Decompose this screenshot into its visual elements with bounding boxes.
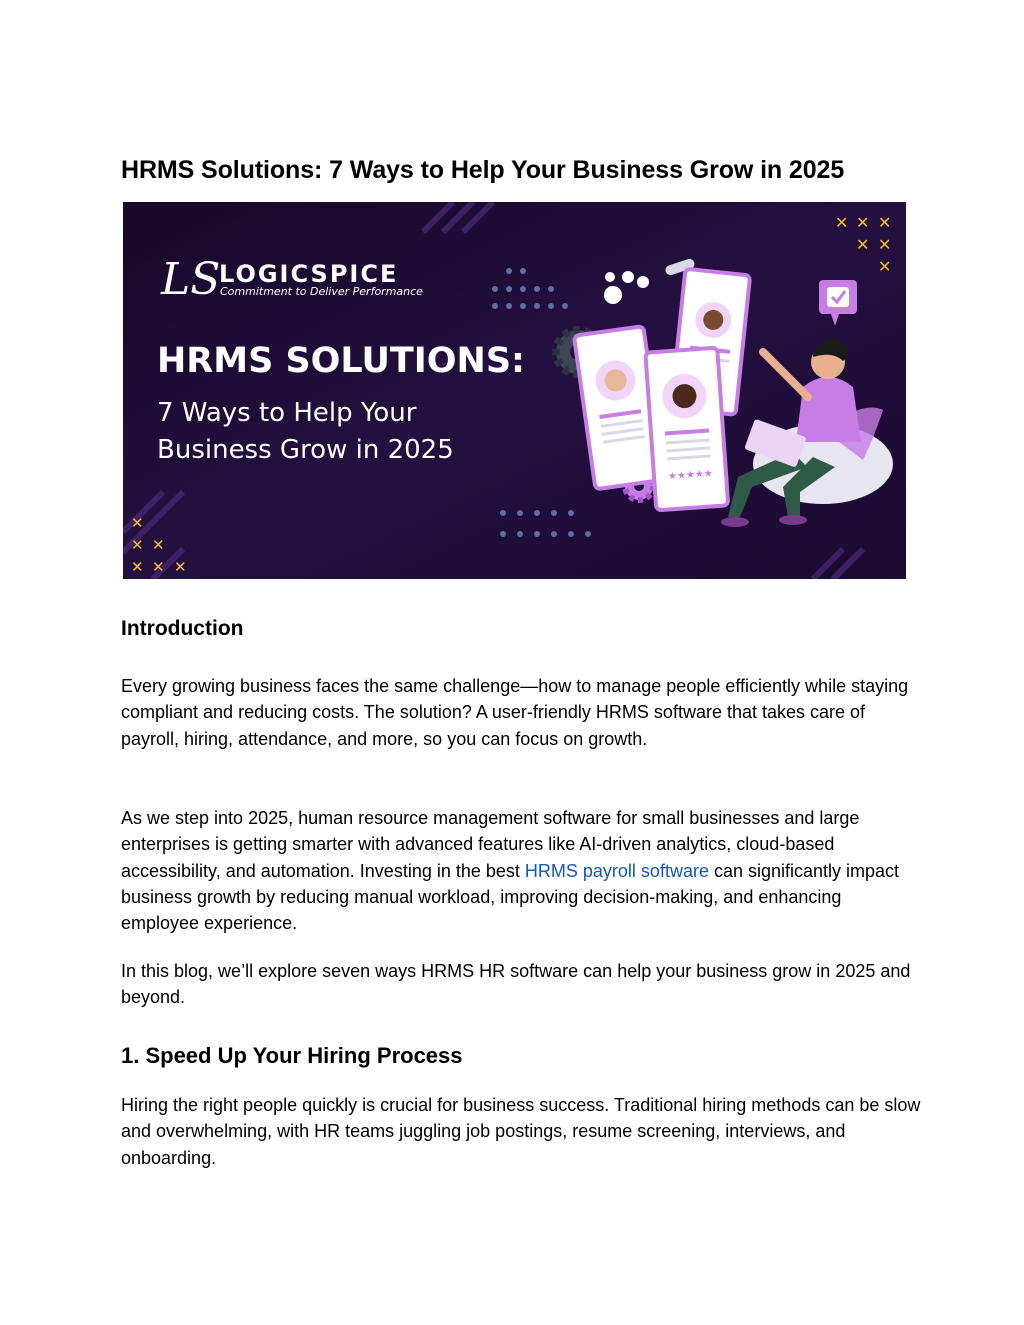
svg-text:✕: ✕ [174,558,187,576]
section-1-heading: 1. Speed Up Your Hiring Process [121,1043,463,1068]
brand-tagline: Commitment to Deliver Performance [220,285,423,298]
svg-text:✕: ✕ [131,514,144,532]
page-title: HRMS Solutions: 7 Ways to Help Your Business Grow in 2025 [121,156,845,184]
svg-text:✕: ✕ [878,257,892,276]
logicspice-logo [160,254,423,305]
banner-subheadline-line1: 7 Ways to Help Your [157,398,417,428]
intro-paragraph-2 [121,805,921,936]
svg-text:✕: ✕ [131,536,144,554]
profile-card [645,348,728,511]
svg-text:✕: ✕ [152,558,165,576]
svg-text:✕: ✕ [835,213,849,232]
intro-paragraph-3: In this blog, we’ll explore seven ways HRMS HR software can help your business grow in 2025 and beyond. [121,961,911,1008]
banner-headline: HRMS SOLUTIONS: [157,341,526,381]
svg-text:✕: ✕ [152,536,165,554]
svg-text:LS: LS [161,254,221,305]
svg-text:✕: ✕ [878,213,892,232]
svg-text:★★★★★: ★★★★★ [667,468,714,483]
banner-image [123,202,906,579]
hr-illustration [556,258,893,527]
section-1-paragraph: Hiring the right people quickly is crucial for business success. Traditional hiring methods can be slow and overwhelming, with HR teams juggling job postings, resume screening, interviews, and onboarding. [121,1095,921,1168]
svg-text:✕: ✕ [856,213,870,232]
brand-name: LOGICSPICE [219,260,399,288]
intro-paragraph-2-start: As we step into 2025, human resource management software for small businesses and large enterprises is getting smarter with advanced features like AI-driven analytics, cloud-based accessibility, and automation. Investing in the best [121,808,860,881]
svg-text:✕: ✕ [856,235,870,254]
banner-subheadline-line2: Business Grow in 2025 [157,435,454,465]
introduction-heading: Introduction [121,617,244,640]
svg-text:✕: ✕ [131,558,144,576]
intro-paragraph-1: Every growing business faces the same challenge—how to manage people efficiently while staying compliant and reducing costs. The solution? A user-friendly HRMS software that takes care of payroll, hiring, attendance, and more, so you can focus on growth. [121,676,909,749]
svg-text:✕: ✕ [878,235,892,254]
intro-paragraph-2-end: can significantly impact business growth by reducing manual workload, improving decision-making, and enhancing employee experience. [121,860,900,934]
hrms-payroll-software-link[interactable]: HRMS payroll software [524,860,709,881]
